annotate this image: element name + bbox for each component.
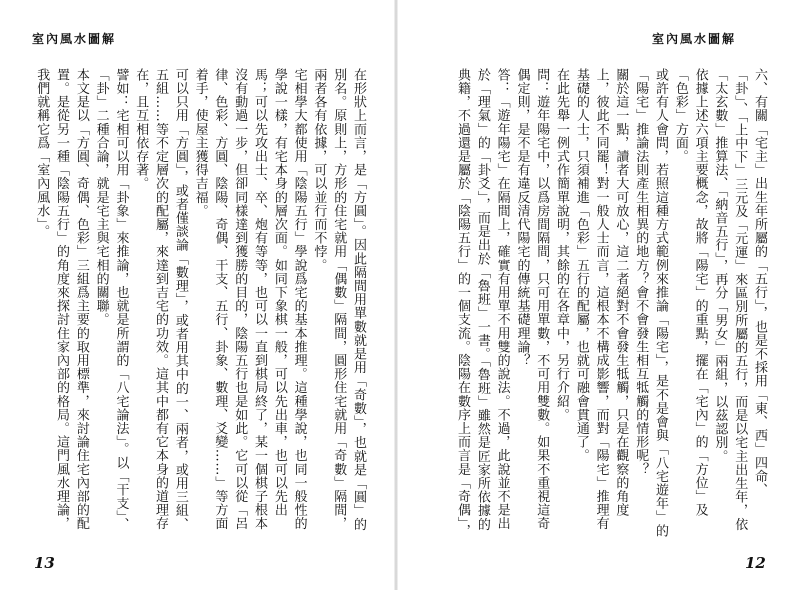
page-number: 13 [34, 554, 55, 572]
left-page [0, 0, 396, 590]
paragraph: 答：「遊年陽宅」在隔間上，確實有用單不用雙的說法。不過，此說並不是出於「理氣」的「卦爻」，而是出於「魯班」一書。「魯班」雖然是匠家所依據的典籍，不過還是屬於「陰陽五行」的一個支流。陰陽在數序上而言是「奇偶」， [455, 68, 510, 538]
running-header: 室內風水圖解 [32, 32, 117, 46]
paragraph: 在此先舉一例式作簡單說明，其餘的在各章中，另行介紹。 [554, 68, 570, 422]
body-text [28, 68, 368, 538]
right-page [397, 0, 793, 590]
paragraph: 或許有人會問，若照這種方式範例來推論「陽宅」，是不是會與「八宅遊年」的「陽宅」推論法則產生相異的地方？會不會發生相互牴觸的情形呢？ [633, 68, 669, 538]
paragraph: 譬如：宅相可以用「卦象」來推論，也就是所謂的「八宅論法」。以「干支」、「卦」二種合論，就是宅主與宅相的關聯。 [93, 68, 129, 531]
running-header: 室內風水圖解 [652, 32, 737, 46]
paragraph: 宅相學大都使用「陰陽五行」學說爲宅的基本推理。這種學說，也同一般性的學說一樣，有宅本身的層次面。如同下象棋一般，可以先出車，也可以先出馬；可以先攻出士、卒、炮有等等，也可以一直到棋局終了，某一個棋子根本沒有動過一步，但卻同樣達到獲勝的目的，陰陽五行也是如此。它可以從「呂律、色彩、方圓、陰陽、奇偶、干支、五行、卦象、數理、爻變……」等方面着手，使屋主獲得吉福。 [192, 68, 307, 531]
paragraph: 依據上述六項主要概念，故將「陽宅」的重點，擺在「宅內」的「方位」及「色彩」方面。 [672, 68, 708, 517]
paragraph: 本文是以「方圓、奇偶、色彩」三組爲主要的取用標準，來討論住宅內部的配置。是從另一種「陰陽五行」的角度來探討住家內部的格局。這門風水理論，我們就稱它爲「室內風水」。 [34, 68, 89, 531]
page-number: 12 [745, 554, 766, 572]
paragraph: 可以只用「方圓」，或者僅談論「數理」，或者用其中的一、兩者，或用三組、五組……等不定層次的配屬，來達到吉宅的功效。這其中都有它本身的道理存在，且互相依存著。 [133, 68, 188, 531]
paragraph: 在形狀上而言，是「方圓」。因此隔間用單數就是用「奇數」，也就是「圓」的別名。原則上，方形的住宅就用「偶數」隔間，圓形住宅就用「奇數」隔間，兩者各有依據，可以並行而不悖。 [311, 68, 366, 531]
paragraph: 問：遊年陽宅中，以爲房間隔間，只可用單數，不可用雙數。如果不重視這奇偶定則，是不是有違反清代陽宅的傳統基礎理論？ [514, 68, 550, 531]
body-text [409, 68, 769, 538]
paragraph: 六、有關「宅主」出生年所屬的「五行」，也是不採用「東、西」四命、「卦」、「上中下」三元及「元運」來區別所屬的五行，而是以宅主出生年，依「太玄數」推算法、「納音五行」，再分「男女」兩組，以茲認別。 [712, 68, 767, 531]
paragraph: 關於這一點，讀者大可放心，這二者絕對不會發生牴觸，只是在觀察的角度上，彼此不同罷！對一般人士而言，這根本不構成影響，而對「陽宅」推理有基礎的人士，只須補進「色彩」五行的配屬，也就可融會貫通了。 [573, 68, 629, 531]
